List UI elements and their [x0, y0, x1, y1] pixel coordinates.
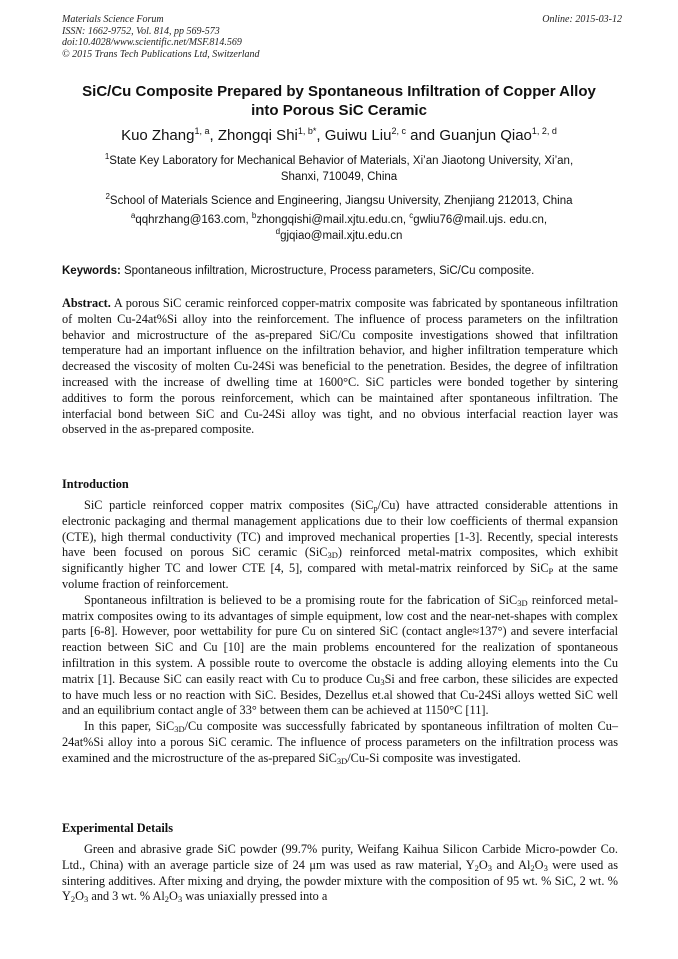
abstract-label: Abstract. — [62, 296, 111, 310]
affiliation-2 — [60, 193, 618, 209]
abstract-text: A porous SiC ceramic reinforced copper-matrix composite was fabricated by spontaneous infiltration of molten Cu-24at%Si alloy into the reinforcement. The influence of process parameters on the infiltration behavior and microstructure of the as-prepared SiC/Cu composite investigations showed that infiltration temperature had an important influence on the infiltration behavior, and higher infiltration temperature which decreased the viscosity of molten Cu-24Si was beneficial to the penetration. Besides, the degree of infiltration increased with the increase of dwelling time at 1600°C. SiC particles were bonded together by sintering additives to form the porous reinforcement, which can be maintained after spontaneous infiltration. The interfacial bond between SiC and Cu-24Si alloy was tight, and no obvious interfacial reaction layer was observed in the as-prepared composite. — [62, 296, 618, 437]
text-run: and 3 wt. % Al — [88, 889, 165, 904]
intro-paragraph-1 — [62, 498, 618, 593]
author-name: Zhongqi Shi — [217, 127, 298, 144]
author-name: Kuo Zhang — [121, 127, 195, 144]
author-sup: 2, c — [391, 126, 406, 136]
experimental-body — [62, 842, 618, 905]
author-name: Guiwu Liu — [324, 127, 392, 144]
email-sup: b — [251, 211, 257, 220]
author-name: Guanjun Qiao — [439, 127, 532, 144]
affiliation-1-line-2: Shanxi, 710049, China — [280, 171, 398, 183]
text-run: O — [534, 857, 544, 872]
author-sep: , — [209, 127, 218, 144]
email-d[interactable]: gjqiao@mail.xjtu.edu.cn — [280, 230, 403, 242]
email-b[interactable]: zhongqishi@mail.xjtu.edu.cn, — [256, 214, 410, 226]
keywords-text: Spontaneous infiltration, Microstructure, Process parameters, SiC/Cu composite. — [120, 265, 535, 277]
text-run: were used as sintering additives. After mixing and drying, the powder mixture with the composition of 95 wt. % SiC, 2 wt. % Y — [62, 857, 618, 904]
author-sup: 1, a — [194, 126, 210, 136]
text-run: at the same volume fraction of reinforcement. — [62, 561, 618, 591]
online-date: Online: 2015-03-12 — [542, 14, 622, 25]
subscript: 3 — [380, 676, 385, 687]
text-run: Green and abrasive grade SiC powder (99.7% purity, Weifang Kaihua Silicon Carbide Micro-powder Co. Ltd., China) with an average particle size of 24 μm was used as raw material, Y — [62, 842, 618, 872]
subscript: 2 — [530, 862, 535, 873]
doi-line[interactable]: doi:10.4028/www.scientific.net/MSF.814.569 — [62, 37, 242, 49]
introduction-body — [62, 498, 618, 767]
text-run: /Cu) have attracted considerable attentions in electronic packaging and thermal management applications due to their low coefficients of thermal expansion (CTE), high thermal conductivity (TC) and improved mechanical properties [1-3]. Recently, special interests have been focused on porous SiC ceramic (SiC — [62, 498, 618, 560]
subscript: 2 — [164, 894, 170, 905]
email-c[interactable]: gwliu76@mail.ujs. edu.cn, — [413, 214, 548, 226]
keywords-label: Keywords: — [62, 265, 121, 277]
paper-title — [40, 82, 638, 120]
text-run: In this paper, SiC — [84, 719, 175, 734]
subscript: p — [373, 503, 378, 513]
affiliation-sup: 2 — [105, 192, 110, 201]
text-run: O — [478, 857, 488, 872]
subscript: 3D — [517, 597, 528, 608]
text-run: ) reinforced metal-matrix composites, which exhibit significantly higher TC and lower CTE [4, 5], compared with metal-matrix reinforced by SiC — [62, 545, 618, 576]
affiliation-sup: 1 — [104, 152, 110, 161]
text-run: O — [169, 889, 178, 904]
abstract — [62, 296, 618, 438]
subscript: 3 — [487, 862, 493, 873]
affiliation-1-line-1: State Key Laboratory for Mechanical Behavior of Materials, Xi’an Jiaotong University, Xi’an, — [109, 155, 574, 167]
text-run: Spontaneous infiltration is believed to be a promising route for the fabrication of SiC — [84, 592, 518, 607]
journal-name: Materials Science Forum — [62, 14, 164, 25]
email-sup: a — [130, 211, 136, 220]
email-list — [60, 212, 618, 244]
subscript: 3D — [336, 755, 348, 766]
author-sep: and — [405, 127, 440, 144]
email-sup: d — [275, 227, 281, 236]
text-run: was uniaxially pressed into a — [182, 889, 328, 904]
subscript: 3 — [84, 894, 89, 905]
intro-paragraph-3 — [62, 719, 618, 766]
text-run: SiC particle reinforced copper matrix composites (SiC — [84, 498, 374, 512]
text-run: reinforced metal-matrix composites owing to its advantages of simple equipment, low cost and the near-net-shapes with complex parts [6-8]. However, poor wettability for pure Cu on sintered SiC (contact angle≈137°) and severe interfacial reaction between SiC and Cu [10] are the main problems encountered for the realization of spontaneous infiltration in this system. A possible route to overcome the obstacle is adding alloying elements into the Cu matrix [1]. Because SiC can easily react with Cu to produce Cu — [62, 592, 618, 686]
text-run: O — [75, 889, 85, 904]
text-run: Si and free carbon, these silicides are expected to have much less or no reaction with SiC. Besides, Dezellus et.al showed that Cu-24Si alloys wetted SiC well and an equilibrium contact angle of 33° between them can be achieved at 1150°C [11]. — [62, 671, 618, 718]
introduction-heading: Introduction — [62, 477, 129, 491]
experimental-paragraph-1 — [62, 842, 618, 905]
affiliation-2-text: School of Materials Science and Engineering, Jiangsu University, Zhenjiang 212013, China — [109, 195, 573, 207]
intro-paragraph-2 — [62, 593, 618, 719]
subscript: 3D — [327, 550, 338, 561]
title-line-2: into Porous SiC Ceramic — [251, 102, 427, 119]
subscript: 3D — [174, 724, 185, 735]
copyright-line: © 2015 Trans Tech Publications Ltd, Switzerland — [62, 48, 260, 60]
email-a[interactable]: qqhrzhang@163.com, — [135, 214, 252, 226]
author-list — [30, 126, 648, 146]
subscript: 2 — [474, 862, 479, 873]
affiliation-1 — [60, 153, 618, 185]
author-sup: 1, b* — [297, 126, 317, 136]
subscript: 2 — [70, 894, 76, 905]
keywords — [62, 263, 622, 279]
email-sup: c — [409, 211, 414, 220]
journal-header — [62, 14, 622, 60]
text-run: and Al — [492, 857, 531, 872]
title-line-1: SiC/Cu Composite Prepared by Spontaneous Infiltration of Copper Alloy — [82, 83, 596, 100]
subscript: P — [548, 566, 554, 577]
author-sep: , — [316, 127, 325, 144]
issn-line: ISSN: 1662-9752, Vol. 814, pp 569-573 — [62, 25, 220, 37]
subscript: 3 — [177, 894, 183, 905]
subscript: 3 — [543, 862, 548, 873]
author-sup: 1, 2, d — [531, 126, 557, 136]
experimental-heading: Experimental Details — [62, 821, 173, 835]
text-run: /Cu composite was successfully fabricated by spontaneous infiltration of molten Cu–24at%Si alloy into a porous SiC ceramic. The influence of process parameters on the infiltration process was examined and the microstructure of the as-prepared SiC — [62, 719, 618, 765]
text-run: /Cu-Si composite was investigated. — [347, 750, 521, 765]
